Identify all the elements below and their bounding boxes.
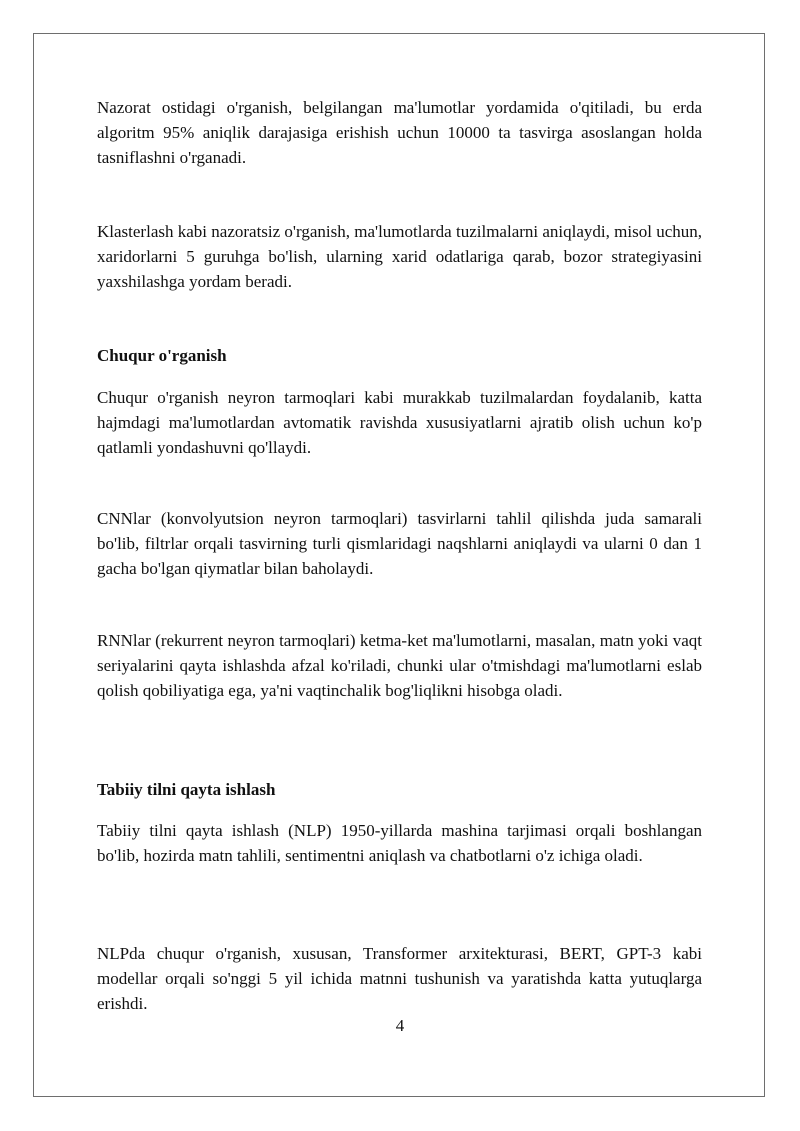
paragraph-nlp-deep-learning: NLPda chuqur o'rganish, xususan, Transformer arxitekturasi, BERT, GPT-3 kabi modellar orqali so'nggi 5 yil ichida matnni tushunish va yaratishda katta yutuqlarga erishdi. — [97, 944, 702, 1013]
heading-deep-learning: Chuqur o'rganish — [97, 346, 227, 365]
paragraph-rnn: RNNlar (rekurrent neyron tarmoqlari) ketma-ket ma'lumotlarni, masalan, matn yoki vaqt seriyalarini qayta ishlashda afzal ko'riladi, chunki ular o'tmishdagi ma'lumotlarni eslab qolish qobiliyatiga ega, ya'ni vaqtinchalik bog'liqlikni hisobga oladi. — [97, 631, 702, 700]
paragraph-supervised-learning: Nazorat ostidagi o'rganish, belgilangan ma'lumotlar yordamida o'qitiladi, bu erda algoritm 95% aniqlik darajasiga erishish uchun 10000 ta tasvirga asoslangan holda tasniflashni o'rganadi. — [97, 98, 702, 167]
paragraph-cnn: CNNlar (konvolyutsion neyron tarmoqlari) tasvirlarni tahlil qilishda juda samarali bo'lib, filtrlar orqali tasvirning turli qismlaridagi naqshlarni aniqlaydi va ularni 0 dan 1 gacha bo'lgan qiymatlar bilan baholaydi. — [97, 509, 702, 578]
page-number: 4 — [395, 1016, 405, 1035]
paragraph-deep-learning: Chuqur o'rganish neyron tarmoqlari kabi murakkab tuzilmalardan foydalanib, katta hajmdagi ma'lumotlardan avtomatik ravishda xususiyatlarni ajratib olish uchun ko'p qatlamli yondashuvni qo'llaydi. — [97, 388, 702, 457]
heading-nlp: Tabiiy tilni qayta ishlash — [97, 780, 276, 799]
paragraph-unsupervised-learning: Klasterlash kabi nazoratsiz o'rganish, ma'lumotlarda tuzilmalarni aniqlaydi, misol uchun, xaridorlarni 5 guruhga bo'lish, ularning xarid odatlariga qarab, bozor strategiyasini yaxshilashga yordam beradi. — [97, 222, 702, 291]
paragraph-nlp-history: Tabiiy tilni qayta ishlash (NLP) 1950-yillarda mashina tarjimasi orqali boshlangan bo'lib, hozirda matn tahlili, sentimentni aniqlash va chatbotlarni o'z ichiga oladi. — [97, 821, 702, 865]
